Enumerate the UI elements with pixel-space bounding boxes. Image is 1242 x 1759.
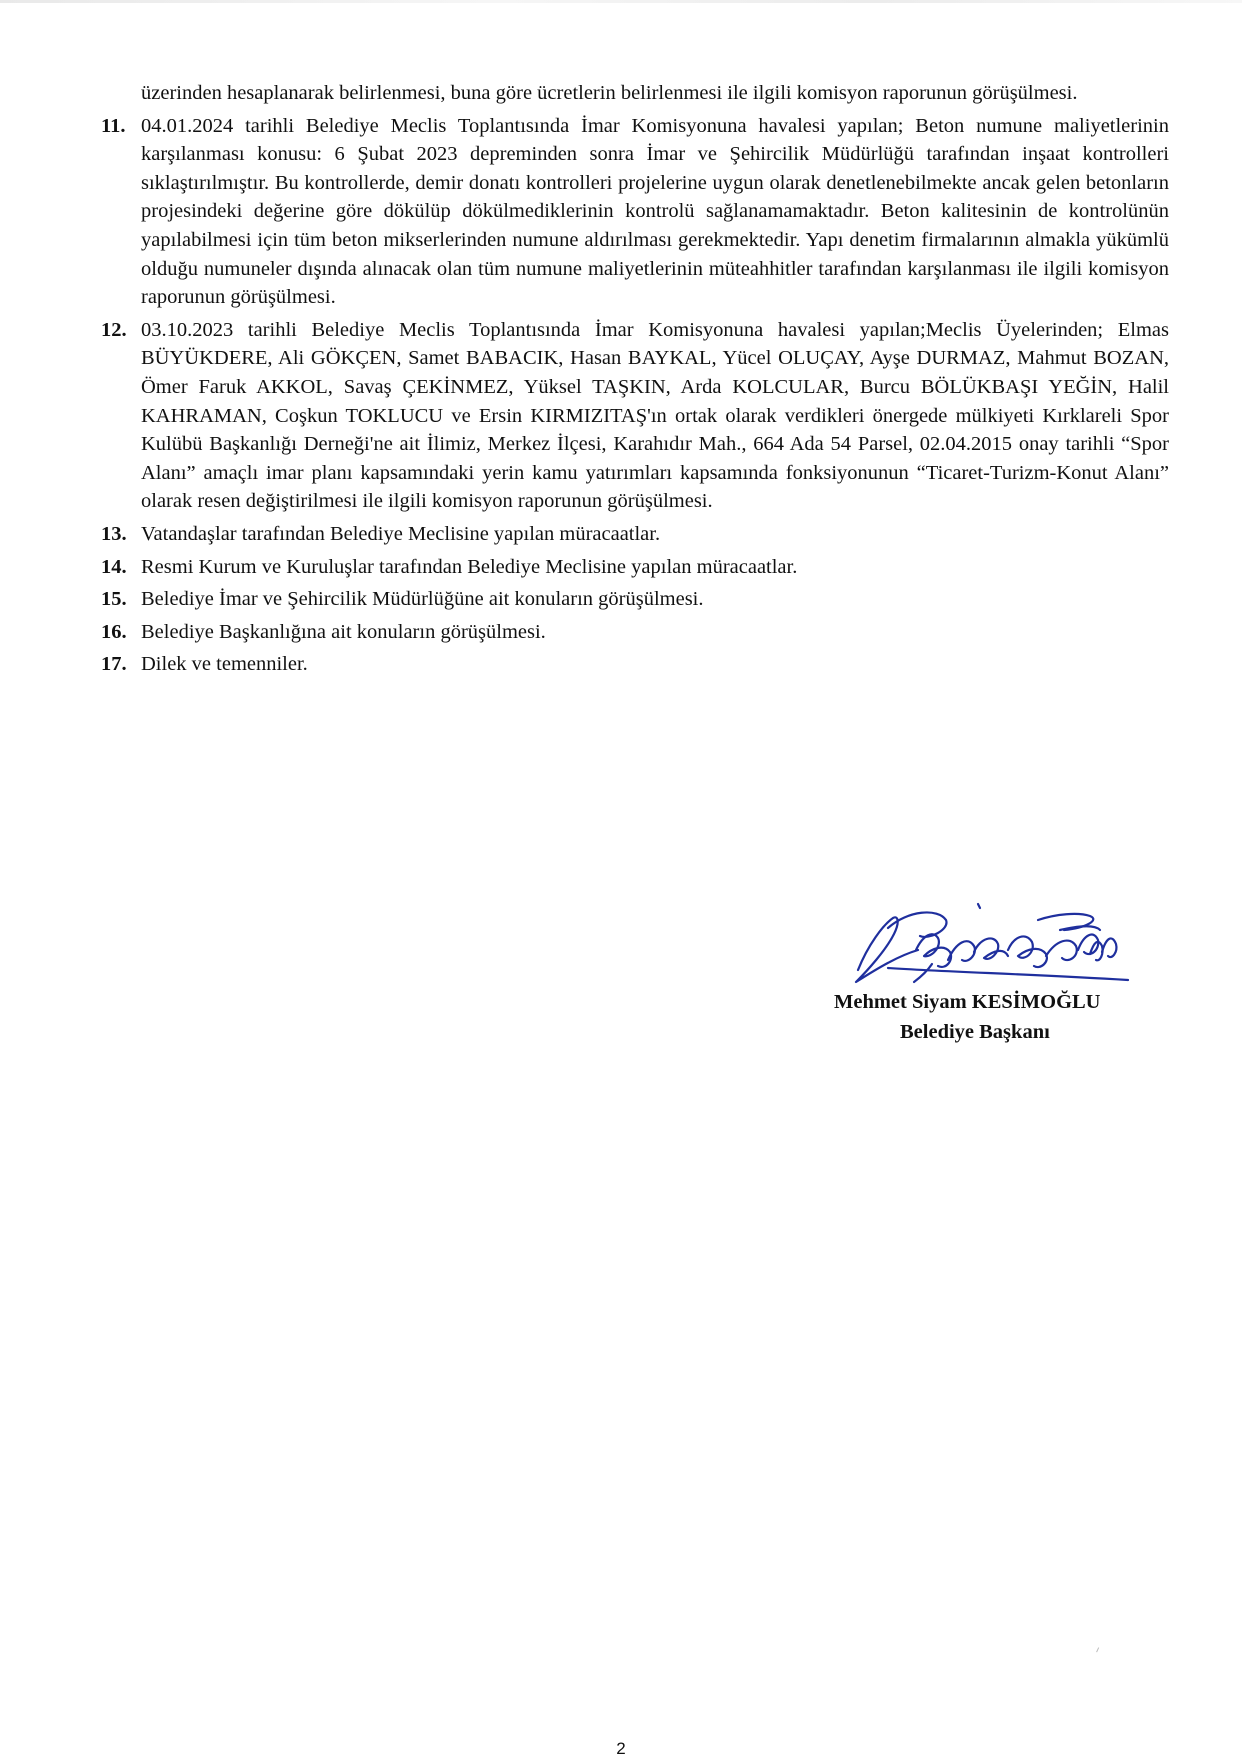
document-body (101, 79, 1169, 679)
agenda-item-12 (101, 316, 1169, 516)
item-text: 04.01.2024 tarihli Belediye Meclis Toplantısında İmar Komisyonuna havalesi yapılan; Beton numune maliyetlerinin karşılanması konusu: 6 Şubat 2023 depreminden sonra İmar ve Şehircilik Müdürlüğü tarafından inşaat kontrolleri sıklaştırılmıştır. Bu kontrollerde, demir donatı kontrolleri projelerine uygun olarak denetlenebilmekte ancak gelen betonların projesindeki değerine göre dökülüp dökülmediklerinin kontrolü sağlanamamaktadır. Beton kalitesinin de kontrolünün yapılabilmesi için tüm beton mikserlerinden numune aldırılması gerekmektedir. Yapı denetim firmalarının almakla yükümlü olduğu numuneler dışında alınacak olan tüm numune maliyetlerinin müteahhitler tarafından karşılanması ile ilgili komisyon raporunun görüşülmesi. (141, 114, 1169, 309)
item-number: 17. (101, 653, 127, 676)
item-number: 14. (101, 555, 127, 578)
item-text: Vatandaşlar tarafından Belediye Meclisine yapılan müracaatlar. (141, 522, 661, 545)
signatory-title: Belediye Başkanı (900, 1021, 1050, 1043)
signatory-name: Mehmet Siyam KESİMOĞLU (834, 991, 1101, 1013)
agenda-item-15 (101, 585, 1169, 614)
scan-speck (1096, 1647, 1102, 1653)
agenda-item-13 (101, 520, 1169, 549)
agenda-item-16 (101, 618, 1169, 647)
item-text: Resmi Kurum ve Kuruluşlar tarafından Belediye Meclisine yapılan müracaatlar. (141, 555, 798, 578)
agenda-item-11 (101, 112, 1169, 312)
signature-block (820, 890, 1140, 1060)
page-number: 2 (616, 1739, 626, 1758)
continuation-paragraph: üzerinden hesaplanarak belirlenmesi, buna göre ücretlerin belirlenmesi ile ilgili komisyon raporunun görüşülmesi. (141, 82, 1078, 104)
item-text: Dilek ve temenniler. (141, 653, 308, 676)
agenda-item-14 (101, 553, 1169, 582)
item-number: 12. (101, 318, 127, 341)
item-number: 16. (101, 620, 127, 643)
agenda-item-17 (101, 650, 1169, 679)
item-number: 11. (101, 114, 126, 137)
item-number: 13. (101, 522, 127, 545)
item-text: 03.10.2023 tarihli Belediye Meclis Toplantısında İmar Komisyonuna havalesi yapılan;Meclis Üyelerinden; Elmas BÜYÜKDERE, Ali GÖKÇEN, Samet BABACIK, Hasan BAYKAL, Yücel OLUÇAY, Ayşe DURMAZ, Mahmut BOZAN, Ömer Faruk AKKOL, Savaş ÇEKİNMEZ, Yüksel TAŞKIN, Arda KOLCULAR, Burcu BÖLÜKBAŞI YEĞİN, Halil KAHRAMAN, Coşkun TOKLUCU ve Ersin KIRMIZITAŞ'ın ortak olarak verdikleri önergede mülkiyeti Kırklareli Spor Kulübü Başkanlığı Derneği'ne ait İlimiz, Merkez İlçesi, Karahıdır Mah., 664 Ada 54 Parsel, 02.04.2015 onay tarihli “Spor Alanı” amaçlı imar planı kapsamındaki yerin kamu yatırımları kapsamında fonksiyonunun “Ticaret-Turizm-Konut Alanı” olarak resen değiştirilmesi ile ilgili komisyon raporunun görüşülmesi. (141, 318, 1169, 513)
item-number: 15. (101, 588, 127, 611)
scan-edge (0, 0, 1242, 3)
item-text: Belediye Başkanlığına ait konuların görüşülmesi. (141, 620, 546, 643)
item-text: Belediye İmar ve Şehircilik Müdürlüğüne ait konuların görüşülmesi. (141, 588, 704, 611)
